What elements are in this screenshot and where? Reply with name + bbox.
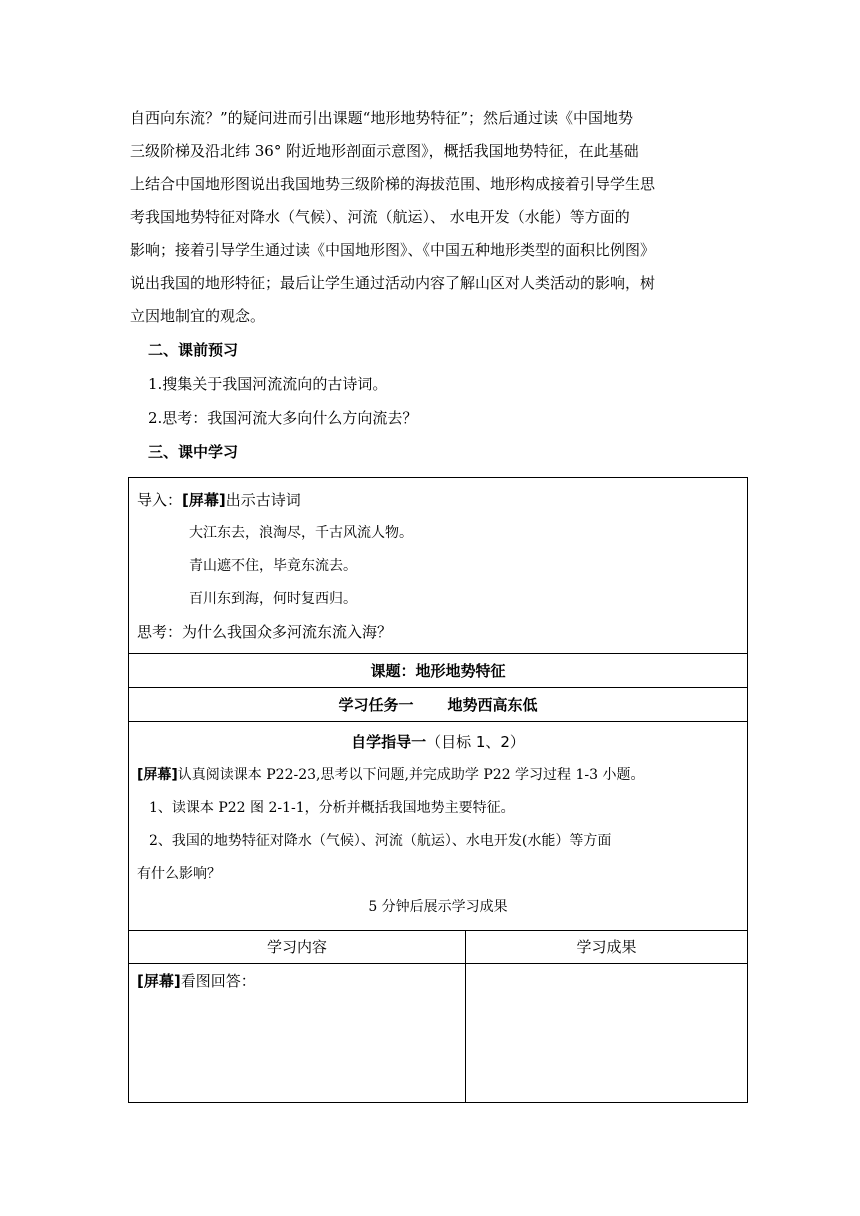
document-body: [130, 102, 750, 469]
guide-goal: （目标 1、2）: [426, 733, 525, 751]
intro-prefix: 导入：: [137, 491, 183, 509]
content-cell: [129, 964, 465, 1102]
intro-line: [137, 484, 739, 517]
column-header-result: 学习成果: [466, 931, 747, 964]
guide-question-2: 2、我国的地势特征对降水（气候）、河流（航运）、水电开发(水能）等方面: [149, 833, 612, 849]
task-label: 学习任务一: [338, 696, 414, 714]
intro-question: 思考：为什么我国众多河流东流入海？: [137, 623, 393, 641]
guide-question-1: 1、读课本 P22 图 2-1-1，分析并概括我国地势主要特征。: [149, 800, 515, 816]
guide-cell: [129, 722, 747, 931]
guide-title-line: [135, 726, 741, 759]
content-grid: [129, 931, 747, 1102]
paragraph-line: 说出我国的地形特征；最后让学生通过活动内容了解山区对人类活动的影响，树: [130, 274, 656, 292]
intro-cell: [129, 478, 747, 654]
guide-instruction-line: [135, 759, 741, 792]
screen-tag: [屏幕]: [182, 491, 226, 509]
section-heading-preview: 二、课前预习: [148, 341, 239, 359]
screen-tag: [屏幕]: [137, 972, 181, 990]
paragraph-line: 立因地制宜的观念。: [130, 307, 266, 325]
result-column: [466, 931, 747, 1102]
column-header-content: 学习内容: [129, 931, 465, 964]
guide-question-2-cont: 有什么影响？: [137, 866, 221, 882]
poem-line: 大江东去，浪淘尽，千古风流人物。: [189, 525, 413, 541]
poem-line: 百川东到海，何时复西归。: [189, 591, 357, 607]
content-column: [129, 931, 466, 1102]
poem-line: 青山遮不住，毕竟东流去。: [189, 558, 357, 574]
preview-item: 1.搜集关于我国河流流向的古诗词。: [148, 375, 388, 393]
intro-paragraph: [130, 102, 750, 333]
paragraph-line: 三级阶梯及沿北纬 36° 附近地形剖面示意图》，概括我国地势特征，在此基础: [130, 142, 639, 160]
paragraph-line: 影响；接着引导学生通过读《中国地形图》、《中国五种地形类型的面积比例图》: [130, 241, 656, 259]
paragraph-line: 上结合中国地形图说出我国地势三级阶梯的海拔范围、地形构成接着引导学生思: [130, 175, 656, 193]
topic-title: 课题：地形地势特征: [370, 662, 506, 680]
task-title: 地势西高东低: [447, 696, 538, 714]
result-cell: [466, 964, 747, 1102]
section-heading-in-class: 三、课中学习: [148, 443, 239, 461]
paragraph-line: 自西向东流？”的疑问进而引出课题“地形地势特征”；然后通过读《中国地势: [130, 109, 634, 127]
guide-instruction: 认真阅读课本 P22-23,思考以下问题,并完成助学 P22 学习过程 1-3 小题。: [177, 767, 645, 783]
content-text: 看图回答：: [180, 972, 256, 990]
lesson-table: [128, 477, 748, 1103]
task-row: [129, 688, 747, 722]
guide-title: 自学指导一: [351, 733, 427, 751]
topic-row: [129, 654, 747, 688]
paragraph-line: 考我国地势特征对降水（气候）、河流（航运）、 水电开发（水能）等方面的: [130, 208, 630, 226]
preview-item: 2.思考：我国河流大多向什么方向流去？: [148, 409, 418, 427]
screen-tag: [屏幕]: [137, 767, 178, 783]
intro-suffix: 出示古诗词: [225, 491, 301, 509]
guide-show-note: 5 分钟后展示学习成果: [368, 899, 508, 915]
